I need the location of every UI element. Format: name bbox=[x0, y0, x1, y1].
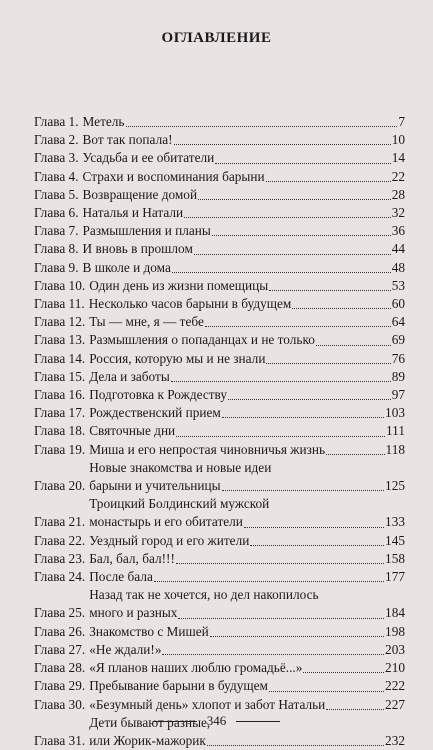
chapter-page-number: 53 bbox=[391, 277, 405, 293]
toc-entry bbox=[34, 441, 405, 459]
dot-leader bbox=[205, 325, 391, 327]
dot-leader bbox=[250, 544, 384, 546]
toc-entry bbox=[34, 641, 405, 659]
chapter-title-line: Троицкий Болдинский мужской bbox=[89, 496, 270, 512]
footer-rule-right bbox=[236, 721, 280, 722]
chapter-number: Глава 30. bbox=[34, 696, 86, 712]
toc-entry bbox=[34, 495, 405, 531]
chapter-page-number: 69 bbox=[391, 332, 405, 348]
toc-entry bbox=[34, 295, 405, 313]
dot-leader bbox=[222, 489, 384, 491]
chapter-number: Глава 21. bbox=[34, 514, 86, 530]
chapter-title: «Не ждали!» bbox=[89, 641, 162, 657]
toc-entry bbox=[34, 422, 405, 440]
chapter-title: Усадьба и ее обитатели bbox=[82, 150, 215, 166]
toc-entry bbox=[34, 331, 405, 349]
chapter-page-number: 36 bbox=[391, 223, 405, 239]
chapter-number: Глава 12. bbox=[34, 314, 86, 330]
chapter-title: «Я планов наших люблю громадьё...» bbox=[89, 660, 303, 676]
chapter-number: Глава 19. bbox=[34, 441, 86, 457]
toc-entry bbox=[34, 313, 405, 331]
chapter-page-number: 103 bbox=[385, 405, 405, 421]
toc-entry bbox=[34, 240, 405, 258]
chapter-number: Глава 18. bbox=[34, 423, 86, 439]
chapter-number: Глава 1. bbox=[34, 114, 79, 129]
chapter-title: Ты — мне, я — тебе bbox=[89, 314, 204, 330]
chapter-number: Глава 11. bbox=[34, 296, 85, 312]
chapter-number: Глава 23. bbox=[34, 550, 86, 566]
dot-leader bbox=[207, 744, 384, 746]
dot-leader bbox=[222, 416, 384, 418]
chapter-number: Глава 14. bbox=[34, 350, 86, 366]
dot-leader bbox=[184, 216, 391, 218]
toc-entry bbox=[34, 386, 405, 404]
toc-entry bbox=[34, 186, 405, 204]
dot-leader bbox=[172, 271, 391, 273]
toc-entry bbox=[34, 696, 405, 714]
chapter-page-number: 76 bbox=[391, 350, 405, 366]
toc-entry bbox=[34, 350, 405, 368]
chapter-title: Страхи и воспоминания барыни bbox=[82, 168, 265, 184]
dot-leader bbox=[266, 180, 391, 182]
chapter-page-number: 210 bbox=[385, 660, 405, 676]
chapter-number: Глава 28. bbox=[34, 660, 86, 676]
chapter-number: Глава 6. bbox=[34, 205, 79, 221]
chapter-title-line: Дети бывают разные, bbox=[89, 714, 211, 730]
toc-entry bbox=[34, 677, 405, 695]
chapter-number: Глава 2. bbox=[34, 132, 79, 148]
chapter-title: или Жорик-мажорик bbox=[89, 732, 206, 748]
chapter-page-number: 133 bbox=[385, 514, 405, 530]
chapter-title: Размышления и планы bbox=[82, 223, 211, 239]
chapter-title-line: Назад так не хочется, но дел накопилось bbox=[89, 587, 319, 603]
chapter-number: Глава 10. bbox=[34, 277, 86, 293]
toc-entry bbox=[34, 113, 405, 131]
chapter-title: Россия, которую мы и не знали bbox=[89, 350, 266, 366]
dot-leader bbox=[266, 362, 390, 364]
footer-rule-left bbox=[153, 721, 197, 722]
dot-leader bbox=[269, 289, 391, 291]
chapter-page-number: 198 bbox=[385, 623, 405, 639]
chapter-number: Глава 17. bbox=[34, 405, 86, 421]
chapter-number: Глава 9. bbox=[34, 259, 79, 275]
toc-entry bbox=[34, 659, 405, 677]
chapter-title: Уездный город и его жители bbox=[89, 532, 250, 548]
toc-entry bbox=[34, 149, 405, 167]
toc-entry bbox=[34, 532, 405, 550]
chapter-number: Глава 25. bbox=[34, 605, 86, 621]
chapter-number: Глава 4. bbox=[34, 168, 79, 184]
chapter-page-number: 203 bbox=[385, 641, 405, 657]
dot-leader bbox=[178, 617, 384, 619]
table-of-contents bbox=[34, 113, 405, 750]
chapter-title: Миша и его непростая чиновничья жизнь bbox=[89, 441, 326, 457]
chapter-title: После бала bbox=[89, 569, 153, 585]
toc-entry bbox=[34, 277, 405, 295]
chapter-number: Глава 29. bbox=[34, 678, 86, 694]
chapter-number: Глава 15. bbox=[34, 368, 86, 384]
chapter-page-number: 97 bbox=[391, 387, 405, 403]
dot-leader bbox=[228, 398, 391, 400]
chapter-title: И вновь в прошлом bbox=[82, 241, 193, 257]
chapter-title: Несколько часов барыни в будущем bbox=[88, 296, 292, 312]
toc-entry bbox=[34, 131, 405, 149]
chapter-page-number: 222 bbox=[385, 678, 405, 694]
dot-leader bbox=[244, 526, 384, 528]
toc-entry bbox=[34, 168, 405, 186]
dot-leader bbox=[210, 635, 384, 637]
chapter-number: Глава 16. bbox=[34, 387, 86, 403]
dot-leader bbox=[171, 380, 391, 382]
chapter-number: Глава 27. bbox=[34, 641, 86, 657]
dot-leader bbox=[326, 453, 385, 455]
dot-leader bbox=[215, 162, 390, 164]
chapter-title: Наталья и Натали bbox=[82, 205, 184, 221]
chapter-title: Размышления о попаданцах и не только bbox=[89, 332, 315, 348]
chapter-page-number: 10 bbox=[391, 132, 405, 148]
chapter-number: Глава 26. bbox=[34, 623, 86, 639]
chapter-title: Вот так попала! bbox=[82, 132, 173, 148]
chapter-number: Глава 24. bbox=[34, 569, 86, 585]
chapter-page-number: 7 bbox=[398, 114, 405, 129]
chapter-number: Глава 31. bbox=[34, 732, 86, 748]
chapter-page-number: 227 bbox=[385, 696, 405, 712]
dot-leader bbox=[198, 198, 391, 200]
toc-entry bbox=[34, 204, 405, 222]
chapter-number: Глава 13. bbox=[34, 332, 86, 348]
toc-entry bbox=[34, 259, 405, 277]
chapter-title: Бал, бал, бал!!! bbox=[89, 550, 175, 566]
page-heading: ОГЛАВЛЕНИЕ bbox=[161, 30, 272, 46]
dot-leader bbox=[176, 435, 385, 437]
chapter-page-number: 64 bbox=[391, 314, 405, 330]
page-footer bbox=[0, 713, 433, 729]
chapter-page-number: 44 bbox=[391, 241, 405, 257]
chapter-page-number: 89 bbox=[391, 368, 405, 384]
chapter-title: Пребывание барыни в будущем bbox=[89, 678, 268, 694]
chapter-title: Дела и заботы bbox=[89, 368, 170, 384]
chapter-page-number: 22 bbox=[391, 168, 405, 184]
dot-leader bbox=[162, 653, 384, 655]
toc-entry bbox=[34, 550, 405, 568]
dot-leader bbox=[154, 580, 384, 582]
chapter-page-number: 177 bbox=[385, 569, 405, 585]
dot-leader bbox=[303, 671, 384, 673]
dot-leader bbox=[212, 234, 391, 236]
chapter-title: барыни и учительницы bbox=[89, 478, 221, 494]
page-number: 346 bbox=[206, 713, 227, 728]
chapter-page-number: 118 bbox=[385, 441, 405, 457]
toc-entry bbox=[34, 459, 405, 495]
chapter-title-line: Новые знакомства и новые идеи bbox=[89, 459, 272, 475]
chapter-page-number: 184 bbox=[385, 605, 405, 621]
chapter-page-number: 48 bbox=[391, 259, 405, 275]
chapter-page-number: 111 bbox=[386, 423, 405, 439]
chapter-title: Возвращение домой bbox=[82, 186, 198, 202]
dot-leader bbox=[292, 307, 390, 309]
dot-leader bbox=[326, 708, 384, 710]
toc-entry bbox=[34, 586, 405, 622]
dot-leader bbox=[194, 253, 391, 255]
chapter-title: монастырь и его обитатели bbox=[89, 514, 243, 530]
dot-leader bbox=[174, 143, 391, 145]
chapter-page-number: 158 bbox=[385, 550, 405, 566]
chapter-title: Святочные дни bbox=[89, 423, 176, 439]
chapter-number: Глава 8. bbox=[34, 241, 79, 257]
chapter-title: «Безумный день» хлопот и забот Натальи bbox=[89, 696, 326, 712]
dot-leader bbox=[316, 344, 391, 346]
chapter-title: Метель bbox=[82, 114, 125, 129]
chapter-title: Подготовка к Рождеству bbox=[89, 387, 227, 403]
toc-entry bbox=[34, 568, 405, 586]
chapter-page-number: 232 bbox=[385, 732, 405, 748]
chapter-title: Рождественский прием bbox=[89, 405, 221, 421]
chapter-number: Глава 20. bbox=[34, 478, 86, 494]
chapter-number: Глава 7. bbox=[34, 223, 79, 239]
chapter-page-number: 60 bbox=[391, 296, 405, 312]
chapter-page-number: 125 bbox=[385, 478, 405, 494]
chapter-number: Глава 5. bbox=[34, 186, 79, 202]
chapter-number: Глава 3. bbox=[34, 150, 79, 166]
chapter-page-number: 145 bbox=[385, 532, 405, 548]
toc-entry bbox=[34, 623, 405, 641]
toc-entry bbox=[34, 368, 405, 386]
dot-leader bbox=[176, 562, 384, 564]
chapter-title: Один день из жизни помещицы bbox=[89, 277, 269, 293]
dot-leader bbox=[269, 690, 384, 692]
toc-entry bbox=[34, 222, 405, 240]
chapter-title: Знакомство с Мишей bbox=[89, 623, 209, 639]
chapter-title: В школе и дома bbox=[82, 259, 171, 275]
dot-leader bbox=[126, 125, 398, 127]
toc-entry bbox=[34, 404, 405, 422]
chapter-page-number: 14 bbox=[391, 150, 405, 166]
chapter-title: много и разных bbox=[89, 605, 178, 621]
chapter-number: Глава 22. bbox=[34, 532, 86, 548]
chapter-page-number: 32 bbox=[391, 205, 405, 221]
chapter-page-number: 28 bbox=[391, 186, 405, 202]
